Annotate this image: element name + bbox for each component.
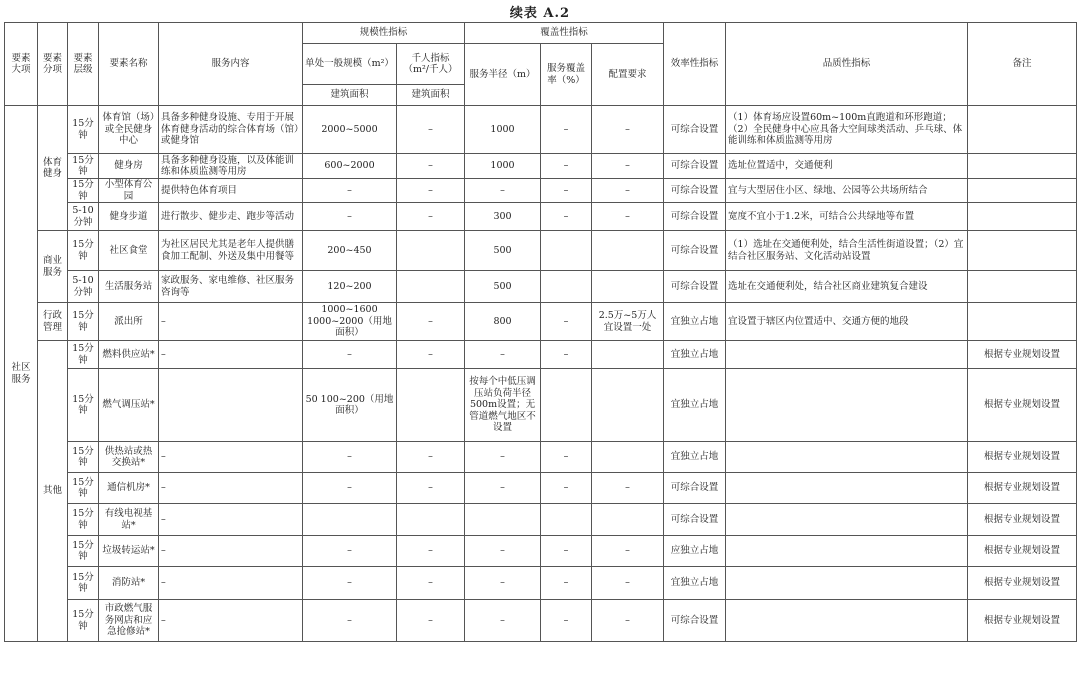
cell-content: 进行散步、健步走、跑步等活动 [159,203,303,231]
header-efficiency: 效率性指标 [664,23,726,106]
cell-content: – [159,442,303,473]
cell-per: – [397,341,465,369]
cell-per [397,271,465,303]
cell-rate: – [541,600,592,642]
cell-quality: 宽度不宜小于1.2米，可结合公共绿地等布置 [726,203,968,231]
cell-name: 消防站* [99,567,159,600]
cell-remark: 根据专业规划设置 [968,341,1077,369]
header-level: 要素层级 [68,23,99,106]
cell-per: – [397,179,465,203]
table-row [5,442,1077,473]
cell-radius: – [465,341,541,369]
cell-config: – [592,600,664,642]
header-building-area: 建筑面积 [397,85,465,106]
cell-quality [726,341,968,369]
cell-name: 通信机房* [99,473,159,504]
table-row [5,536,1077,567]
cell-config: – [592,473,664,504]
cell-per [397,504,465,536]
cell-config: – [592,154,664,179]
cell-rate [541,271,592,303]
cell-eff: 宜独立占地 [664,369,726,442]
cell-config: – [592,567,664,600]
cell-config [592,341,664,369]
cell-name: 小型体育公园 [99,179,159,203]
group-admin: 行政管理 [38,303,68,341]
cell-radius: 800 [465,303,541,341]
cell-radius: 1000 [465,106,541,154]
cell-name: 有线电视基站* [99,504,159,536]
cell-config: – [592,179,664,203]
cell-scale: – [303,341,397,369]
cell-scale: 2000~5000 [303,106,397,154]
header-name: 要素名称 [99,23,159,106]
cell-content: – [159,536,303,567]
cell-quality: （1）体育场应设置60m~100m直跑道和环形跑道；（2）全民健身中心应具备大空间球类活动、乒乓球、体能训练和体质监测等用房 [726,106,968,154]
cell-remark [968,106,1077,154]
cell-quality [726,473,968,504]
cell-quality [726,536,968,567]
cell-level: 15分钟 [68,442,99,473]
table-row [5,231,1077,271]
cell-eff: 可综合设置 [664,179,726,203]
cell-rate: – [541,567,592,600]
cell-level: 15分钟 [68,303,99,341]
cell-content: – [159,341,303,369]
table-row [5,154,1077,179]
cell-name: 体育馆（场）或全民健身中心 [99,106,159,154]
cell-per: – [397,106,465,154]
cell-level: 15分钟 [68,567,99,600]
group-other: 其他 [38,341,68,642]
header-scale-per: 千人指标（m²/千人） [397,44,465,85]
cell-name: 市政燃气服务网店和应急抢修站* [99,600,159,642]
cell-config: 2.5万~5万人宜设置一处 [592,303,664,341]
cell-per: – [397,536,465,567]
cell-content: 具备多种健身设施，以及体能训练和体质监测等用房 [159,154,303,179]
cell-rate: – [541,473,592,504]
table-row [5,106,1077,154]
cell-scale: – [303,567,397,600]
cell-level: 15分钟 [68,231,99,271]
cell-eff: 可综合设置 [664,473,726,504]
cell-eff: 可综合设置 [664,154,726,179]
table-row [5,600,1077,642]
cell-radius: – [465,179,541,203]
cell-level: 15分钟 [68,369,99,442]
cell-per [397,231,465,271]
cell-rate: – [541,179,592,203]
cell-remark: 根据专业规划设置 [968,473,1077,504]
header-scale: 规模性指标 [303,23,465,44]
cell-config [592,271,664,303]
table-row [5,203,1077,231]
cell-level: 15分钟 [68,154,99,179]
cell-name: 社区食堂 [99,231,159,271]
header-coverage: 覆盖性指标 [465,23,664,44]
header-major: 要素大项 [5,23,38,106]
cell-scale: – [303,179,397,203]
cell-rate: – [541,536,592,567]
cell-level: 15分钟 [68,179,99,203]
table-title: 续表 A.2 [509,6,571,21]
cell-name: 燃气调压站* [99,369,159,442]
cell-eff: 宜独立占地 [664,341,726,369]
cell-eff: 可综合设置 [664,504,726,536]
header-rate: 服务覆盖率（%） [541,44,592,106]
cell-rate [541,231,592,271]
cell-quality [726,600,968,642]
table-row [5,369,1077,442]
standards-table [4,22,1077,642]
cell-eff: 可综合设置 [664,271,726,303]
cell-quality [726,442,968,473]
cell-remark: 根据专业规划设置 [968,536,1077,567]
cell-eff: 宜独立占地 [664,567,726,600]
cell-config [592,231,664,271]
cell-quality: 宜与大型居住小区、绿地、公园等公共场所结合 [726,179,968,203]
cell-name: 健身房 [99,154,159,179]
cell-level: 5-10分钟 [68,203,99,231]
cell-remark: 根据专业规划设置 [968,442,1077,473]
cell-content: – [159,473,303,504]
cell-content: – [159,303,303,341]
header-config: 配置要求 [592,44,664,106]
table-row [5,504,1077,536]
cell-scale: 1000~1600 1000~2000（用地面积） [303,303,397,341]
cell-level: 15分钟 [68,341,99,369]
table-row [5,567,1077,600]
header-quality: 品质性指标 [726,23,968,106]
cell-remark: 根据专业规划设置 [968,369,1077,442]
cell-scale: – [303,442,397,473]
cell-remark [968,179,1077,203]
cell-radius: – [465,473,541,504]
cell-quality: 宜设置于辖区内位置适中、交通方便的地段 [726,303,968,341]
cell-radius: – [465,567,541,600]
cell-scale: 600~2000 [303,154,397,179]
cell-scale: – [303,473,397,504]
cell-config [592,504,664,536]
cell-per: – [397,567,465,600]
cell-config [592,442,664,473]
cell-rate: – [541,341,592,369]
cell-quality [726,369,968,442]
cell-config: – [592,536,664,567]
cell-rate [541,369,592,442]
cell-radius: 500 [465,231,541,271]
cell-scale: 120~200 [303,271,397,303]
cell-name: 健身步道 [99,203,159,231]
cell-remark [968,154,1077,179]
cell-radius: 500 [465,271,541,303]
header-content: 服务内容 [159,23,303,106]
cell-level: 5-10分钟 [68,271,99,303]
cell-rate [541,504,592,536]
header-sub: 要素分项 [38,23,68,106]
cell-content: 家政服务、家电维修、社区服务咨询等 [159,271,303,303]
cell-eff: 可综合设置 [664,106,726,154]
cell-content [159,369,303,442]
table-row [5,341,1077,369]
cell-per: – [397,303,465,341]
cell-per [397,369,465,442]
cell-remark: 根据专业规划设置 [968,567,1077,600]
cell-name: 垃圾转运站* [99,536,159,567]
cell-rate: – [541,106,592,154]
cell-content: 具备多种健身设施、专用于开展体育健身活动的综合体育场（馆）或健身馆 [159,106,303,154]
cell-level: 15分钟 [68,600,99,642]
cell-rate: – [541,203,592,231]
cell-content: – [159,600,303,642]
cell-per: – [397,442,465,473]
cell-remark [968,231,1077,271]
header-scale-single: 单处一般规模（m²） [303,44,397,85]
cell-per: – [397,154,465,179]
cell-remark [968,203,1077,231]
cell-quality: （1）选址在交通便利处，结合生活性街道设置；（2）宜结合社区服务站、文化活动站设置 [726,231,968,271]
cell-config: – [592,106,664,154]
cell-scale: – [303,203,397,231]
cell-remark [968,303,1077,341]
header-remark: 备注 [968,23,1077,106]
cell-scale [303,504,397,536]
group-sports: 体育健身 [38,106,68,231]
cell-content: 为社区居民尤其是老年人提供膳食加工配制、外送及集中用餐等 [159,231,303,271]
header-radius: 服务半径（m） [465,44,541,106]
cell-scale: – [303,536,397,567]
cell-eff: 宜独立占地 [664,442,726,473]
cell-scale: – [303,600,397,642]
cell-radius: 按每个中低压调压站负荷半径500m设置；无管道燃气地区不设置 [465,369,541,442]
cell-level: 15分钟 [68,473,99,504]
cell-per: – [397,600,465,642]
cell-quality [726,504,968,536]
cell-radius: – [465,442,541,473]
cell-scale: 50 100~200（用地面积） [303,369,397,442]
cell-per: – [397,473,465,504]
group-commerce: 商业服务 [38,231,68,303]
cell-radius: – [465,600,541,642]
cell-config [592,369,664,442]
major-item-cell: 社区服务 [5,106,38,642]
cell-level: 15分钟 [68,536,99,567]
cell-remark [968,271,1077,303]
cell-eff: 应独立占地 [664,536,726,567]
cell-name: 供热站或热交换站* [99,442,159,473]
cell-name: 生活服务站 [99,271,159,303]
table-row [5,303,1077,341]
cell-quality [726,567,968,600]
table-row [5,179,1077,203]
cell-quality: 选址位置适中，交通便利 [726,154,968,179]
cell-name: 燃料供应站* [99,341,159,369]
cell-content: – [159,567,303,600]
cell-level: 15分钟 [68,106,99,154]
cell-radius: 300 [465,203,541,231]
cell-radius [465,504,541,536]
cell-eff: 可综合设置 [664,600,726,642]
cell-quality: 选址在交通便利处，结合社区商业建筑复合建设 [726,271,968,303]
table-row [5,473,1077,504]
header-building-area: 建筑面积 [303,85,397,106]
cell-eff: 可综合设置 [664,203,726,231]
cell-remark: 根据专业规划设置 [968,600,1077,642]
cell-rate: – [541,442,592,473]
cell-name: 派出所 [99,303,159,341]
cell-radius: 1000 [465,154,541,179]
cell-remark: 根据专业规划设置 [968,504,1077,536]
cell-eff: 宜独立占地 [664,303,726,341]
cell-level: 15分钟 [68,504,99,536]
cell-content: – [159,504,303,536]
cell-eff: 可综合设置 [664,231,726,271]
cell-scale: 200~450 [303,231,397,271]
table-row [5,271,1077,303]
cell-config: – [592,203,664,231]
cell-content: 提供特色体育项目 [159,179,303,203]
cell-radius: – [465,536,541,567]
cell-rate: – [541,303,592,341]
cell-per: – [397,203,465,231]
cell-rate: – [541,154,592,179]
